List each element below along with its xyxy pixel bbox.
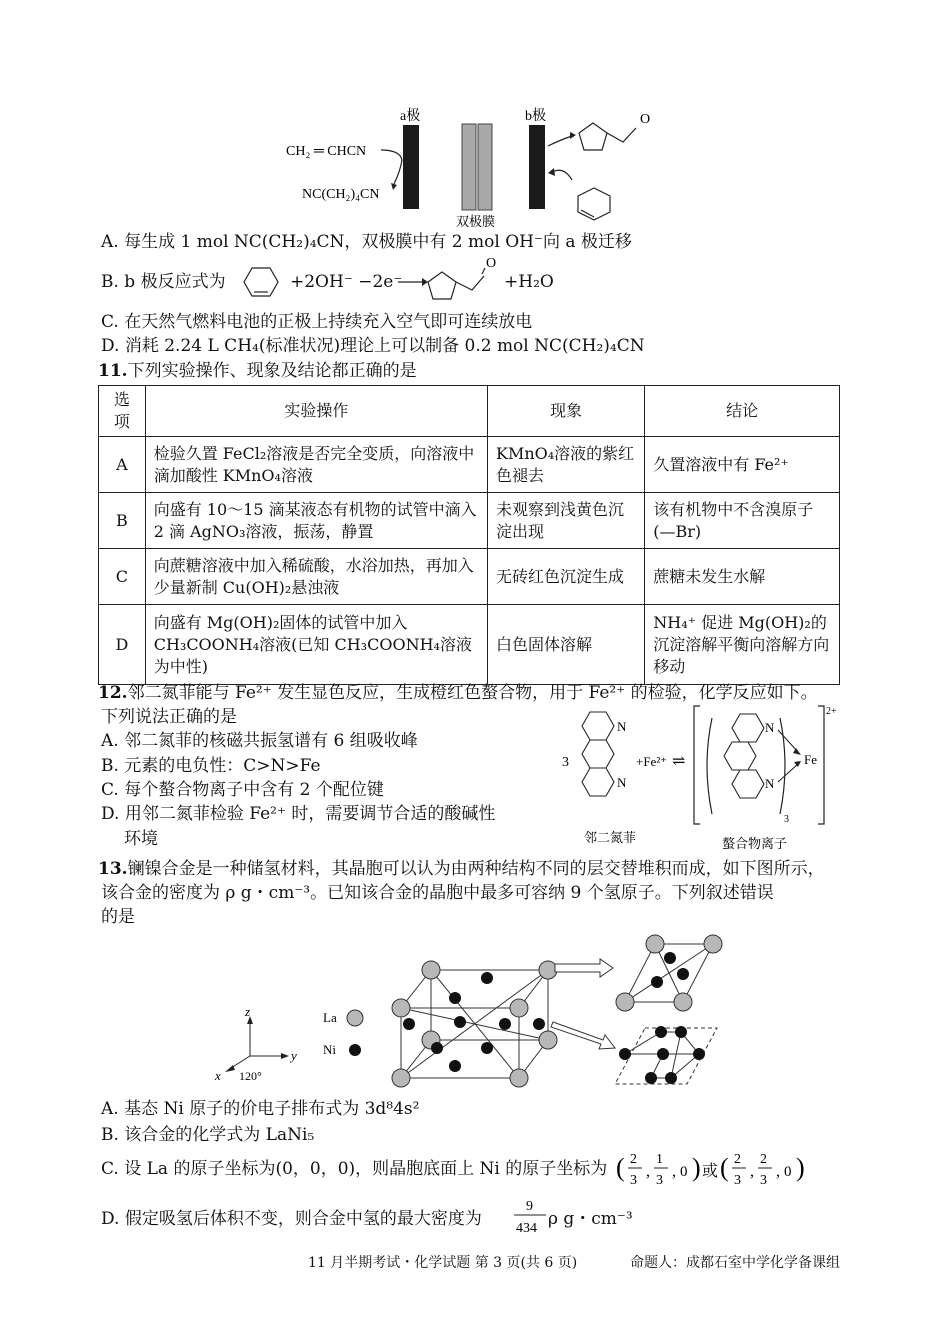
chelate-n-lower: N (765, 776, 775, 791)
electrolysis-diagram (280, 100, 680, 230)
c-f1-num2: 1 (656, 1152, 663, 1167)
row-operation: 向盛有 Mg(OH)₂固体的试管中加入 CH₃COONH₄溶液(已知 CH₃COONH₄溶液为中性) (145, 605, 487, 685)
q10-option-c: C. 在天然气燃料电池的正极上持续充入空气即可连续放电 (101, 312, 533, 332)
q10-option-b-end: +H₂O (504, 272, 554, 292)
row-option: C (99, 549, 146, 605)
row-option: A (99, 437, 146, 493)
svg-text:,: , (750, 1163, 754, 1180)
bracket-right (818, 706, 824, 824)
c-f2-den: 3 (734, 1173, 741, 1188)
arrow-to-lower-layer (551, 1022, 615, 1049)
cell-frame (401, 970, 548, 1078)
electrode-a (403, 125, 419, 209)
q10-option-a: A. 每生成 1 mol NC(CH₂)₄CN，双极膜中有 2 mol OH⁻向 a 极迁移 (101, 232, 632, 252)
row-phenomenon: 未观察到浅黄色沉淀出现 (488, 493, 645, 549)
electrode-b (529, 125, 545, 209)
header-phenomenon: 现象 (488, 386, 645, 437)
row-operation: 检验久置 FeCl₂溶液是否完全变质，向溶液中滴加酸性 KMnO₄溶液 (145, 437, 487, 493)
electrode-a-label: a极 (400, 109, 421, 124)
q11-stem-text: 下列实验操作、现象及结论都正确的是 (127, 361, 417, 381)
q10-option-b-product (424, 254, 504, 304)
c-f2-num: 2 (734, 1152, 741, 1167)
product-label: NC(CH₂)₄CN (302, 187, 380, 202)
electrode-b-label: b极 (525, 109, 546, 124)
fe-center: Fe (804, 752, 817, 767)
d-den: 434 (516, 1221, 537, 1236)
q13-number: 13. (98, 859, 128, 879)
row-operation: 向蔗糖溶液中加入稀硫酸，水浴加热，再加入少量新制 Cu(OH)₂悬浊液 (145, 549, 487, 605)
legend-la: La (323, 1010, 337, 1025)
svg-text:): ) (692, 1153, 701, 1182)
q10-option-b-o: O (486, 256, 497, 271)
bipolar-membrane-left (462, 124, 476, 210)
c-f1-zero: 0 (680, 1164, 688, 1180)
svg-text:,: , (776, 1163, 780, 1180)
crystal-cell-figure (205, 928, 735, 1088)
q12-stem-1 (98, 682, 818, 704)
upper-layer (616, 935, 722, 1011)
q13-option-c-coords (616, 1146, 816, 1192)
q12-option-b: B. 元素的电负性：C>N>Fe (101, 756, 321, 776)
axis-z: z (245, 1004, 251, 1019)
q12-option-d-cont: 环境 (124, 829, 158, 849)
axis-x: x (215, 1068, 221, 1083)
table-row (99, 437, 840, 493)
c-f2-den2: 3 (760, 1173, 767, 1188)
q10-option-d: D. 消耗 2.24 L CH₄(标准状况)理论上可以制备 0.2 mol NC(CH₂)₄CN (101, 336, 645, 356)
header-operation: 实验操作 (145, 386, 487, 437)
q13-option-d-unit: ρ g・cm⁻³ (548, 1209, 633, 1229)
cyclohexene-ring (578, 188, 610, 220)
membrane-label: 双极膜 (456, 214, 496, 229)
q12-stem-text: 邻二氮菲能与 Fe²⁺ 发生显色反应，生成橙红色螯合物，用于 Fe²⁺ 的检验，化学反应如下。 (127, 683, 818, 703)
q13-stem-3: 的是 (101, 907, 135, 927)
c-f1-num: 2 (630, 1152, 637, 1167)
q13-option-c-prefix: C. 设 La 的原子坐标为(0，0，0)，则晶胞底面上 Ni 的原子坐标为 (101, 1159, 608, 1179)
ligand-count: 3 (784, 814, 789, 825)
q13-option-d-fraction (512, 1194, 552, 1238)
row-option: D (99, 605, 146, 685)
svg-text:(: ( (616, 1153, 625, 1182)
q12-option-a: A. 邻二氮菲的核磁共振氢谱有 6 组吸收峰 (101, 731, 418, 751)
legend-ni: Ni (323, 1042, 336, 1057)
row-option: B (99, 493, 146, 549)
coefficient-3: 3 (562, 755, 569, 770)
lower-layer (615, 1026, 717, 1084)
footer-right: 命题人：成都石室中学化学备课组 (630, 1255, 840, 1271)
cyclopentane-ring (579, 123, 607, 150)
phenanthroline-structure (582, 712, 614, 796)
q12-number: 12. (98, 683, 128, 703)
row-conclusion: 该有机物中不含溴原子(—Br) (645, 493, 840, 549)
table-header-row (99, 386, 840, 437)
caption-chelate-ion: 螯合物离子 (722, 836, 788, 851)
svg-text:,: , (672, 1163, 676, 1180)
q10-option-b-cyclohexene (238, 262, 288, 302)
aldehyde-o: O (640, 112, 651, 127)
q13-stem-1 (98, 858, 825, 880)
footer-left: 11 月半期考试・化学试题 第 3 页(共 6 页) (308, 1255, 578, 1271)
header-option: 选项 (99, 386, 146, 437)
reactant-arrow (381, 150, 402, 184)
fe-plus-label: +Fe²⁺ (636, 754, 668, 769)
q12-option-c: C. 每个螯合物离子中含有 2 个配位键 (101, 780, 384, 800)
svg-text:): ) (796, 1153, 805, 1182)
caption-phenanthroline: 邻二氮菲 (584, 830, 637, 845)
table-row (99, 605, 840, 685)
q13-option-d-prefix: D. 假定吸氢后体积不变，则合金中氢的最大密度为 (101, 1209, 482, 1229)
svg-text:,: , (646, 1163, 650, 1180)
row-conclusion: 久置溶液中有 Fe²⁺ (645, 437, 840, 493)
reactant-label: CH₂ ═ CHCN (286, 144, 367, 159)
bracket-left (694, 706, 700, 824)
experiment-table (98, 385, 840, 685)
q12-stem-2: 下列说法正确的是 (101, 707, 237, 727)
b-lower-arrow (552, 170, 572, 180)
c-or: 或 (702, 1163, 719, 1180)
d-num: 9 (526, 1199, 533, 1214)
c-f1-den: 3 (630, 1173, 637, 1188)
row-phenomenon: KMnO₄溶液的紫红色褪去 (488, 437, 645, 493)
row-operation: 向盛有 10～15 滴某液态有机物的试管中滴入 2 滴 AgNO₃溶液，振荡，静置 (145, 493, 487, 549)
phenanthroline-reaction-figure (560, 704, 850, 854)
row-conclusion: NH₄⁺ 促进 Mg(OH)₂的沉淀溶解平衡向溶解方向移动 (645, 605, 840, 685)
bipolar-membrane-right (478, 124, 492, 210)
c-f2-zero: 0 (784, 1164, 792, 1180)
axis-angle: 120° (239, 1069, 262, 1083)
row-phenomenon: 无砖红色沉淀生成 (488, 549, 645, 605)
c-f2-num2: 2 (760, 1152, 767, 1167)
q10-option-b-mid: +2OH⁻ −2e⁻ (290, 272, 403, 292)
q13-option-a: A. 基态 Ni 原子的价电子排布式为 3d⁸4s² (101, 1099, 420, 1119)
axis-y: y (291, 1048, 297, 1063)
complex-charge: 2+ (826, 706, 837, 717)
q13-stem-2: 该合金的密度为 ρ g・cm⁻³。已知该合金的晶胞中最多可容纳 9 个氢原子。下列叙述错误 (101, 883, 774, 903)
table-row (99, 493, 840, 549)
svg-text:(: ( (720, 1153, 729, 1182)
q12-option-d: D. 用邻二氮菲检验 Fe²⁺ 时，需要调节合适的酸碱性 (101, 804, 496, 824)
paren-left (707, 718, 712, 814)
chelate-ligand (724, 714, 764, 798)
q13-stem-text: 镧镍合金是一种储氢材料，其晶胞可以认为由两种结构不同的层交替堆积而成，如下图所示， (127, 859, 825, 879)
table-row (99, 549, 840, 605)
b-upper-arrow (548, 136, 572, 146)
q11-stem (98, 360, 417, 382)
equilibrium-arrow: ⇌ (672, 753, 686, 770)
q13-option-b: B. 该合金的化学式为 LaNi₅ (101, 1125, 315, 1145)
n-atom-upper: N (617, 719, 627, 734)
q10-option-b (101, 271, 226, 293)
c-f1-den2: 3 (656, 1173, 663, 1188)
n-atom-lower: N (617, 775, 627, 790)
row-phenomenon: 白色固体溶解 (488, 605, 645, 685)
q10-option-b-prefix: B. b 极反应式为 (101, 272, 226, 292)
header-conclusion: 结论 (645, 386, 840, 437)
arrow-to-upper-layer (555, 959, 613, 977)
chelate-n-upper: N (765, 720, 775, 735)
q11-number: 11. (98, 361, 128, 381)
row-conclusion: 蔗糖未发生水解 (645, 549, 840, 605)
